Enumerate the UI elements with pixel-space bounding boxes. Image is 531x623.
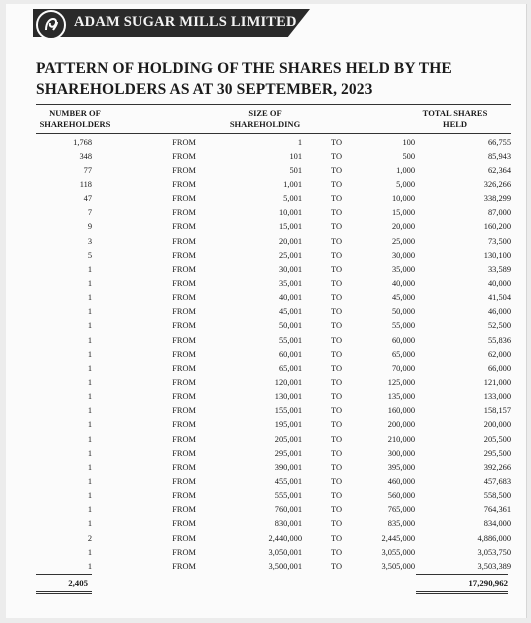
total-shareholders: 2,405 — [68, 578, 88, 588]
to-label-cell: TO — [330, 448, 342, 458]
table-row — [36, 432, 511, 446]
range-upper-cell: 5,000 — [396, 179, 415, 189]
range-upper-cell: 25,000 — [391, 236, 415, 246]
range-upper-cell: 210,000 — [387, 434, 415, 444]
range-lower-cell: 455,001 — [274, 476, 302, 486]
shareholder-count-cell: 1 — [87, 505, 92, 515]
from-label-cell: FROM — [172, 165, 196, 175]
total-shares-cell: 200,000 — [483, 420, 511, 430]
from-label-cell: FROM — [172, 406, 196, 416]
shareholder-count-cell: 1 — [87, 448, 92, 458]
holding-table — [36, 135, 511, 573]
company-logo — [36, 10, 66, 40]
range-lower-cell: 20,001 — [278, 236, 302, 246]
range-upper-cell: 125,000 — [387, 377, 415, 387]
range-upper-cell: 2,445,000 — [381, 533, 415, 543]
range-lower-cell: 35,001 — [278, 278, 302, 288]
total-shares-cell: 558,500 — [483, 491, 511, 501]
range-upper-cell: 3,055,000 — [381, 547, 415, 557]
range-lower-cell: 555,001 — [274, 491, 302, 501]
from-label-cell: FROM — [172, 335, 196, 345]
table-row — [36, 474, 511, 488]
to-label-cell: TO — [330, 392, 342, 402]
to-label-cell: TO — [330, 264, 342, 274]
table-row — [36, 276, 511, 290]
from-label-cell: FROM — [172, 547, 196, 557]
shareholder-count-cell: 1 — [87, 406, 92, 416]
range-lower-cell: 55,001 — [278, 335, 302, 345]
from-label-cell: FROM — [172, 491, 196, 501]
header-size-of-shareholding: SIZE OF SHAREHOLDING — [229, 108, 301, 129]
range-lower-cell: 1,001 — [283, 179, 302, 189]
table-row — [36, 177, 511, 191]
to-label-cell: TO — [330, 165, 342, 175]
to-label-cell: TO — [330, 505, 342, 515]
table-row — [36, 460, 511, 474]
header-number-of-shareholders: NUMBER OF SHAREHOLDERS — [39, 108, 111, 129]
from-label-cell: FROM — [172, 222, 196, 232]
shareholder-count-cell: 1 — [87, 335, 92, 345]
total-shares-cell: 33,589 — [487, 264, 511, 274]
from-label-cell: FROM — [172, 377, 196, 387]
shareholder-count-cell: 9 — [87, 222, 92, 232]
table-row — [36, 305, 511, 319]
table-row — [36, 135, 511, 149]
from-label-cell: FROM — [172, 307, 196, 317]
to-label-cell: TO — [330, 420, 342, 430]
shareholder-count-cell: 1 — [87, 547, 92, 557]
from-label-cell: FROM — [172, 392, 196, 402]
table-row — [36, 163, 511, 177]
shareholder-count-cell: 1 — [87, 349, 92, 359]
range-upper-cell: 50,000 — [391, 307, 415, 317]
to-label-cell: TO — [330, 363, 342, 373]
to-label-cell: TO — [330, 462, 342, 472]
table-row — [36, 234, 511, 248]
shareholder-count-cell: 1,768 — [73, 137, 92, 147]
holding-table-body — [36, 135, 511, 573]
table-row — [36, 503, 511, 517]
from-label-cell: FROM — [172, 293, 196, 303]
to-label-cell: TO — [330, 321, 342, 331]
total-shares-cell: 338,299 — [483, 194, 511, 204]
total-shares-cell: 62,364 — [487, 165, 511, 175]
shareholder-count-cell: 118 — [79, 179, 92, 189]
total-shares-cell: 3,503,389 — [477, 561, 511, 571]
from-label-cell: FROM — [172, 264, 196, 274]
to-label-cell: TO — [330, 476, 342, 486]
total-shares-cell: 130,100 — [483, 250, 511, 260]
to-label-cell: TO — [330, 547, 342, 557]
shareholder-count-cell: 1 — [87, 462, 92, 472]
to-label-cell: TO — [330, 377, 342, 387]
shareholder-count-cell: 1 — [87, 278, 92, 288]
range-upper-cell: 60,000 — [391, 335, 415, 345]
to-label-cell: TO — [330, 208, 342, 218]
table-row — [36, 206, 511, 220]
range-upper-cell: 35,000 — [391, 264, 415, 274]
total-shares-cell: 52,500 — [487, 321, 511, 331]
range-upper-cell: 10,000 — [391, 194, 415, 204]
range-lower-cell: 60,001 — [278, 349, 302, 359]
shareholder-count-cell: 1 — [87, 519, 92, 529]
range-upper-cell: 30,000 — [391, 250, 415, 260]
table-row — [36, 390, 511, 404]
from-label-cell: FROM — [172, 137, 196, 147]
table-row — [36, 149, 511, 163]
to-label-cell: TO — [330, 194, 342, 204]
range-lower-cell: 205,001 — [274, 434, 302, 444]
range-upper-cell: 100 — [402, 137, 415, 147]
shareholder-count-cell: 1 — [87, 561, 92, 571]
shareholder-count-cell: 1 — [87, 264, 92, 274]
range-upper-cell: 70,000 — [391, 363, 415, 373]
to-label-cell: TO — [330, 434, 342, 444]
from-label-cell: FROM — [172, 561, 196, 571]
from-label-cell: FROM — [172, 448, 196, 458]
from-label-cell: FROM — [172, 505, 196, 515]
from-label-cell: FROM — [172, 236, 196, 246]
range-upper-cell: 135,000 — [387, 392, 415, 402]
total-shares-cell: 46,000 — [487, 307, 511, 317]
shareholder-count-cell: 1 — [87, 377, 92, 387]
range-lower-cell: 830,001 — [274, 519, 302, 529]
range-upper-cell: 40,000 — [391, 278, 415, 288]
to-label-cell: TO — [330, 533, 342, 543]
table-row — [36, 446, 511, 460]
table-row — [36, 489, 511, 503]
from-label-cell: FROM — [172, 434, 196, 444]
from-label-cell: FROM — [172, 151, 196, 161]
shareholder-count-cell: 1 — [87, 363, 92, 373]
total-shares-cell: 41,504 — [487, 293, 511, 303]
range-upper-cell: 55,000 — [391, 321, 415, 331]
shareholder-count-cell: 77 — [83, 165, 92, 175]
range-lower-cell: 195,001 — [274, 420, 302, 430]
shareholder-count-cell: 1 — [87, 392, 92, 402]
shareholder-count-cell: 1 — [87, 476, 92, 486]
range-upper-cell: 500 — [402, 151, 415, 161]
total-shareholders-double-rule — [36, 591, 92, 594]
table-row — [36, 220, 511, 234]
table-row — [36, 404, 511, 418]
range-upper-cell: 765,000 — [387, 505, 415, 515]
range-lower-cell: 295,001 — [274, 448, 302, 458]
total-shares-double-rule — [416, 591, 508, 594]
to-label-cell: TO — [330, 349, 342, 359]
range-lower-cell: 25,001 — [278, 250, 302, 260]
total-shareholders-rule — [36, 574, 92, 575]
shareholder-count-cell: 47 — [83, 194, 92, 204]
from-label-cell: FROM — [172, 519, 196, 529]
shareholder-count-cell: 1 — [87, 293, 92, 303]
from-label-cell: FROM — [172, 194, 196, 204]
from-label-cell: FROM — [172, 349, 196, 359]
header-rule-bottom — [36, 133, 511, 134]
range-lower-cell: 3,500,001 — [268, 561, 302, 571]
total-shares-cell: 205,500 — [483, 434, 511, 444]
table-row — [36, 545, 511, 559]
header-rule-top — [36, 104, 511, 105]
shareholder-count-cell: 5 — [87, 250, 92, 260]
to-label-cell: TO — [330, 250, 342, 260]
range-upper-cell: 460,000 — [387, 476, 415, 486]
range-lower-cell: 390,001 — [274, 462, 302, 472]
range-lower-cell: 3,050,001 — [268, 547, 302, 557]
total-shares-cell: 87,000 — [487, 208, 511, 218]
range-upper-cell: 300,000 — [387, 448, 415, 458]
range-upper-cell: 560,000 — [387, 491, 415, 501]
table-row — [36, 192, 511, 206]
total-shares-cell: 66,755 — [487, 137, 511, 147]
table-row — [36, 319, 511, 333]
range-upper-cell: 200,000 — [387, 420, 415, 430]
document-page — [6, 4, 527, 618]
to-label-cell: TO — [330, 561, 342, 571]
range-lower-cell: 155,001 — [274, 406, 302, 416]
total-shares-rule — [416, 574, 508, 575]
from-label-cell: FROM — [172, 179, 196, 189]
to-label-cell: TO — [330, 307, 342, 317]
range-lower-cell: 120,001 — [274, 377, 302, 387]
total-shares: 17,290,962 — [468, 578, 508, 588]
total-shares-cell: 3,053,750 — [477, 547, 511, 557]
table-row — [36, 517, 511, 531]
table-row — [36, 248, 511, 262]
total-shares-cell: 160,200 — [483, 222, 511, 232]
to-label-cell: TO — [330, 491, 342, 501]
total-shares-cell: 834,000 — [483, 519, 511, 529]
total-shares-cell: 158,157 — [483, 406, 511, 416]
range-lower-cell: 15,001 — [278, 222, 302, 232]
total-shares-cell: 326,266 — [483, 179, 511, 189]
range-lower-cell: 65,001 — [278, 363, 302, 373]
to-label-cell: TO — [330, 278, 342, 288]
total-shares-cell: 121,000 — [483, 377, 511, 387]
table-row — [36, 531, 511, 545]
total-shares-cell: 392,266 — [483, 462, 511, 472]
range-lower-cell: 5,001 — [283, 194, 302, 204]
total-shares-cell: 295,500 — [483, 448, 511, 458]
total-shares-cell: 85,943 — [487, 151, 511, 161]
range-lower-cell: 101 — [289, 151, 302, 161]
to-label-cell: TO — [330, 293, 342, 303]
range-lower-cell: 760,001 — [274, 505, 302, 515]
to-label-cell: TO — [330, 151, 342, 161]
from-label-cell: FROM — [172, 250, 196, 260]
range-upper-cell: 395,000 — [387, 462, 415, 472]
to-label-cell: TO — [330, 137, 342, 147]
shareholder-count-cell: 1 — [87, 321, 92, 331]
range-upper-cell: 3,505,000 — [381, 561, 415, 571]
range-lower-cell: 130,001 — [274, 392, 302, 402]
range-upper-cell: 160,000 — [387, 406, 415, 416]
total-shares-cell: 764,361 — [483, 505, 511, 515]
shareholder-count-cell: 1 — [87, 434, 92, 444]
range-upper-cell: 835,000 — [387, 519, 415, 529]
total-shares-cell: 40,000 — [487, 278, 511, 288]
range-lower-cell: 1 — [297, 137, 302, 147]
table-row — [36, 347, 511, 361]
range-lower-cell: 40,001 — [278, 293, 302, 303]
shareholder-count-cell: 1 — [87, 307, 92, 317]
total-shares-cell: 55,836 — [487, 335, 511, 345]
shareholder-count-cell: 1 — [87, 420, 92, 430]
from-label-cell: FROM — [172, 363, 196, 373]
company-name: ADAM SUGAR MILLS LIMITED — [74, 14, 297, 30]
from-label-cell: FROM — [172, 420, 196, 430]
from-label-cell: FROM — [172, 533, 196, 543]
shareholder-count-cell: 2 — [87, 533, 92, 543]
range-lower-cell: 501 — [289, 165, 302, 175]
shareholder-count-cell: 348 — [79, 151, 92, 161]
to-label-cell: TO — [330, 179, 342, 189]
table-row — [36, 559, 511, 573]
range-lower-cell: 10,001 — [278, 208, 302, 218]
from-label-cell: FROM — [172, 278, 196, 288]
table-row — [36, 375, 511, 389]
from-label-cell: FROM — [172, 208, 196, 218]
total-shares-cell: 66,000 — [487, 363, 511, 373]
from-label-cell: FROM — [172, 476, 196, 486]
table-row — [36, 262, 511, 276]
to-label-cell: TO — [330, 406, 342, 416]
total-shares-cell: 4,886,000 — [477, 533, 511, 543]
to-label-cell: TO — [330, 222, 342, 232]
total-shares-cell: 133,000 — [483, 392, 511, 402]
to-label-cell: TO — [330, 519, 342, 529]
to-label-cell: TO — [330, 335, 342, 345]
table-row — [36, 418, 511, 432]
range-upper-cell: 20,000 — [391, 222, 415, 232]
shareholder-count-cell: 1 — [87, 491, 92, 501]
table-row — [36, 333, 511, 347]
range-lower-cell: 45,001 — [278, 307, 302, 317]
range-upper-cell: 15,000 — [391, 208, 415, 218]
page-title: PATTERN OF HOLDING OF THE SHARES HELD BY THE SHAREHOLDERS AS AT 30 SEPTEMBER, 2023 — [36, 60, 452, 98]
range-lower-cell: 2,440,000 — [268, 533, 302, 543]
range-upper-cell: 45,000 — [391, 293, 415, 303]
shareholder-count-cell: 7 — [87, 208, 92, 218]
table-row — [36, 291, 511, 305]
range-upper-cell: 65,000 — [391, 349, 415, 359]
range-upper-cell: 1,000 — [396, 165, 415, 175]
shareholder-count-cell: 3 — [87, 236, 92, 246]
total-shares-cell: 62,000 — [487, 349, 511, 359]
to-label-cell: TO — [330, 236, 342, 246]
from-label-cell: FROM — [172, 321, 196, 331]
from-label-cell: FROM — [172, 462, 196, 472]
range-lower-cell: 30,001 — [278, 264, 302, 274]
total-shares-cell: 457,683 — [483, 476, 511, 486]
header-total-shares-held: TOTAL SHARES HELD — [422, 108, 488, 129]
range-lower-cell: 50,001 — [278, 321, 302, 331]
table-row — [36, 361, 511, 375]
total-shares-cell: 73,500 — [487, 236, 511, 246]
